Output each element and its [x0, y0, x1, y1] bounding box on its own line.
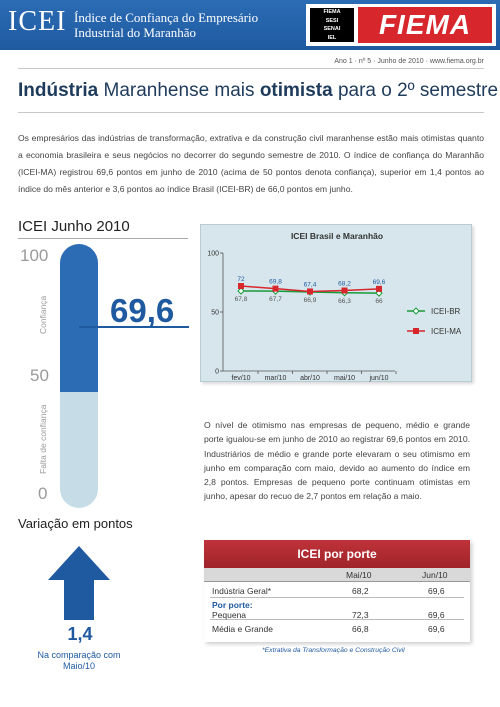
gauge-label-0: 0: [38, 484, 48, 503]
header-subtitle-line1: Índice de Confiança do Empresário: [74, 10, 259, 25]
variation-value: 1,4: [67, 624, 93, 644]
header-subtitle: [74, 10, 258, 40]
legend-label-icei-br: ICEI-BR: [431, 307, 461, 316]
gauge-label-50: 50: [30, 366, 49, 385]
y-tick-label: 0: [215, 368, 219, 376]
fiema-wordmark: FIEMA: [358, 7, 492, 43]
table-column-header: [204, 568, 470, 582]
gauge-confidence-bar: [60, 244, 98, 392]
header-subtitle-line2: Industrial do Maranhão: [74, 25, 197, 40]
gauge-value: 69,6: [110, 292, 175, 329]
table-footnote: *Extrativa da Transformação e Construção Civil: [262, 647, 405, 654]
headline-part4: para o 2º semestre: [332, 80, 499, 101]
y-tick-label: 100: [207, 250, 219, 258]
data-point-ma: [307, 288, 313, 294]
icei-size-table: [204, 540, 470, 642]
data-label-ma: 69,6: [372, 278, 386, 286]
x-tick-label: mar/10: [264, 375, 287, 382]
data-label-ma: 69,8: [269, 278, 282, 286]
strip-sesi: SESI: [325, 17, 339, 24]
data-label-ma: 67,4: [303, 281, 317, 289]
x-tick-label: mai/10: [333, 375, 356, 382]
headline-part1: Indústria: [18, 80, 99, 101]
data-label-ma: 68,2: [338, 280, 351, 288]
gauge-label-100: 100: [20, 246, 49, 265]
row-divider: [210, 619, 464, 620]
data-point-ma: [238, 283, 244, 289]
gauge-title: ICEI Junho 2010: [18, 218, 130, 235]
divider: [18, 112, 484, 113]
variation-note: Na comparação com Maio/10: [37, 650, 121, 671]
strip-iel: IEL: [327, 34, 337, 41]
data-label-br: 67,8: [234, 295, 248, 303]
chart-title: ICEI Brasil e Maranhão: [290, 231, 384, 241]
row-media-grande-mai: 66,8: [352, 624, 369, 634]
gauge-upper-label: Confiança: [38, 295, 48, 334]
header-banner: [0, 0, 500, 50]
row-pequena-jun: 69,6: [428, 610, 445, 620]
row-media-grande-jun: 69,6: [428, 624, 445, 634]
variation-title: Variação em pontos: [18, 516, 133, 531]
row-geral-mai: 68,2: [352, 586, 369, 596]
table-title: ICEI por porte: [204, 540, 470, 568]
legend-marker-ma: [413, 328, 419, 334]
data-label-br: 67,7: [269, 296, 282, 304]
row-label-porte: Por porte:: [212, 600, 253, 610]
intro-paragraph: Os empresários das indústrias de transformação, extrativa e da construção civil maranhense estão mais otimistas quanto a economia brasileira e seus negócios no decorrer do segundo semestre de 2010. O índice de confiança do Maranhão (ICEI-MA) registrou 69,6 pontos em junho de 2010 (acima de 50 pontos denota confiança), superior em 1,4 pontos ao índice do mês anterior e 3,6 pontos ao índice Brasil (ICEI-BR) de 66,0 pontos em junho.: [18, 133, 484, 194]
fiema-logo: [306, 4, 496, 46]
row-label-pequena: Pequena: [212, 610, 247, 620]
column-jun: Jun/10: [422, 570, 448, 580]
data-label-br: 66,9: [303, 297, 317, 305]
data-point-ma: [342, 288, 348, 294]
data-point-ma: [273, 286, 279, 292]
gauge-title-underline: [18, 238, 188, 239]
x-tick-label: fev/10: [231, 375, 251, 382]
arrow-up-icon: [48, 546, 110, 620]
data-label-br: 66: [375, 298, 383, 306]
legend-label-icei-ma: ICEI-MA: [431, 327, 462, 336]
data-label-ma: 72: [237, 276, 245, 284]
data-point-ma: [376, 286, 382, 292]
data-label-br: 66,3: [338, 297, 351, 305]
headline-part3: otimista: [259, 80, 333, 101]
column-mai: Mai/10: [346, 570, 372, 580]
fiema-system-strip: [310, 8, 354, 42]
row-geral-jun: 69,6: [428, 586, 445, 596]
y-tick-label: 50: [211, 309, 219, 317]
strip-senai: SENAI: [323, 26, 341, 32]
x-tick-label: abr/10: [300, 375, 320, 382]
gauge-lower-label: Falta de confiança: [38, 404, 48, 474]
strip-fiema: FIEMA: [323, 9, 341, 15]
headline: [18, 80, 498, 102]
divider: [18, 68, 484, 69]
x-tick-label: jun/10: [369, 375, 389, 382]
size-paragraph: O nível de otimismo nas empresas de pequeno, médio e grande porte igualou-se em junho de 2010 ao registrar 69,6 pontos em 2010. Industriários de médio e grande porte elevaram o seu otimismo em junho em comparação com maio, devido ao aumento do índice em 2,8 pontos. Empresas de pequeno porte continuam otimistas em junho, apesar do recuo de 2,7 pontos em relação a maio.: [204, 420, 470, 502]
gauge-no-confidence-bar: [60, 392, 98, 508]
row-label-geral: Indústria Geral*: [212, 586, 272, 596]
legend-marker-br: [413, 308, 419, 314]
chart-panel: [200, 224, 472, 382]
line-chart: [201, 225, 473, 383]
headline-part2: Maranhense mais: [98, 80, 260, 101]
row-pequena-mai: 72,3: [352, 610, 369, 620]
icei-logo: ICEI: [8, 6, 67, 37]
row-label-media-grande: Média e Grande: [212, 624, 273, 634]
row-divider: [210, 597, 464, 598]
edition-info: Ano 1 · nº 5 · Junho de 2010 · www.fiema.org.br: [334, 58, 484, 65]
